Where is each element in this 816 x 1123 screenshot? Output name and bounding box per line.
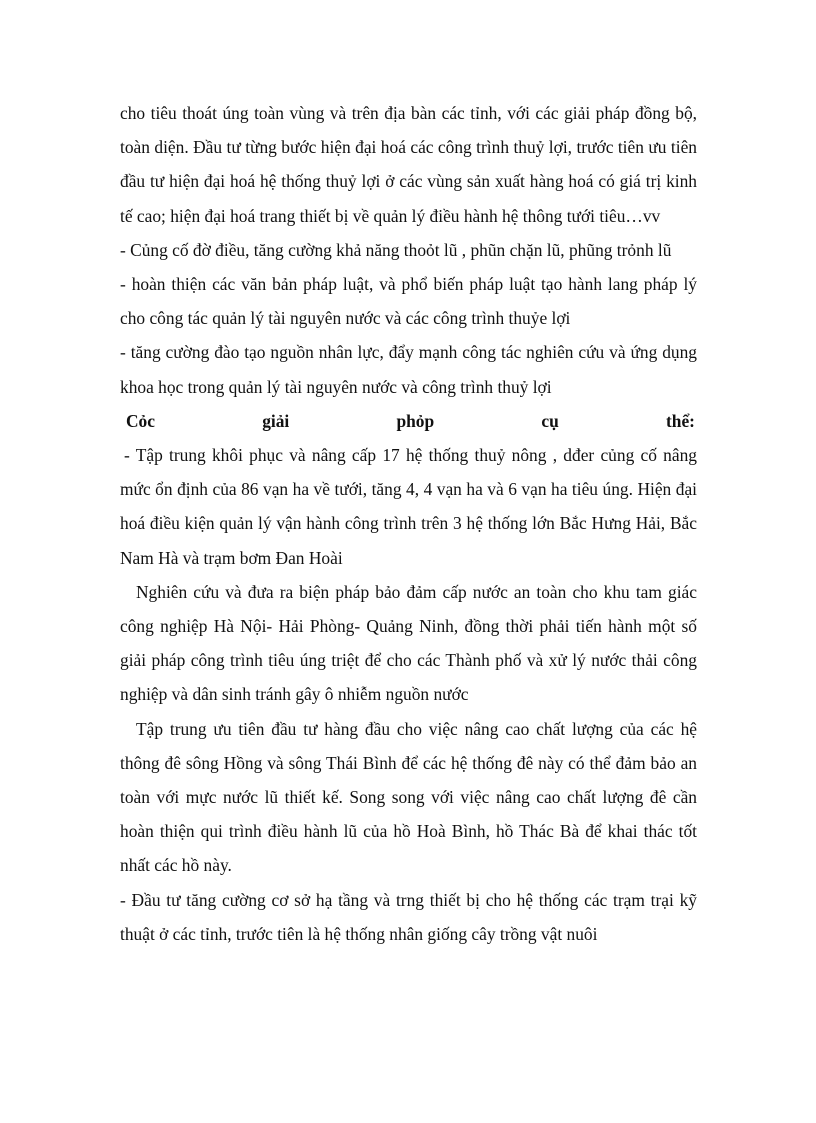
paragraph-dike-system-priority: Tập trung ưu tiên đầu tư hàng đầu cho việc nâng cao chất lượng của các hệ thông đê sông Hồng và sông Thái Bình để các hệ thống đê này có thể đảm bảo an toàn với mực nước lũ thiết kế. Song song với việc nâng cao chất lượng đê cần hoàn thiện qui trình điều hành lũ của hồ Hoà Bình, hồ Thác Bà để khai thác tốt nhất các hồ này. (120, 718, 697, 876)
paragraph-infrastructure-investment: - Đầu tư tăng cường cơ sở hạ tầng và trng thiết bị cho hệ thống các trạm trại kỹ thuật ở các tỉnh, trước tiên là hệ thống nhân giống cây trồng vật nuôi (120, 889, 697, 944)
heading-word: giải (262, 410, 290, 431)
paragraph-human-resources: - tăng cường đào tạo nguồn nhân lực, đẩy mạnh công tác nghiên cứu và ứng dụng khoa học trong quản lý tài nguyên nước và công trình thuỷ lợi (120, 342, 697, 397)
heading-word: phỏp (396, 410, 435, 431)
document-body (120, 96, 697, 951)
section-heading-specific-solutions (120, 404, 697, 438)
paragraph-dike-reinforcement: - Củng cố đờ điều, tăng cường khả năng thoỏt lũ , phũn chặn lũ, phũng trỏnh lũ (120, 239, 672, 260)
heading-word: cụ (541, 410, 559, 431)
paragraph-water-supply-research: Nghiên cứu và đưa ra biện pháp bảo đảm cấp nước an toàn cho khu tam giác công nghiệp Hà Nội- Hải Phòng- Quảng Ninh, đồng thời phải tiến hành một số giải pháp công trình tiêu úng triệt để cho các Thành phố và xử lý nước thải công nghiệp và dân sinh tránh gây ô nhiễm nguồn nước (120, 581, 697, 705)
heading-word: Cỏc (126, 410, 155, 431)
paragraph-legal-framework: - hoàn thiện các văn bản pháp luật, và phổ biến pháp luật tạo hành lang pháp lý cho công tác quản lý tài nguyên nước và các công trình thuỷe lợi (120, 274, 697, 329)
paragraph-investment-intro: cho tiêu thoát úng toàn vùng và trên địa bàn các tỉnh, với các giải pháp đồng bộ, toàn diện. Đầu tư từng bước hiện đại hoá các công trình thuỷ lợi, trước tiên ưu tiên đầu tư hiện đại hoá hệ thống thuỷ lợi ở các vùng sản xuất hàng hoá có giá trị kinh tế cao; hiện đại hoá trang thiết bị về quản lý điều hành hệ thông tưới tiêu…vv (120, 103, 697, 226)
paragraph-irrigation-upgrade: - Tập trung khôi phục và nâng cấp 17 hệ thống thuỷ nông , dđer củng cố nâng mức ổn định của 86 vạn ha về tưới, tăng 4, 4 vạn ha và 6 vạn ha tiêu úng. Hiện đại hoá điều kiện quản lý vận hành công trình trên 3 hệ thống lớn Bắc Hưng Hải, Bắc Nam Hà và trạm bơm Đan Hoài (120, 445, 697, 568)
heading-word: thể: (665, 410, 695, 431)
